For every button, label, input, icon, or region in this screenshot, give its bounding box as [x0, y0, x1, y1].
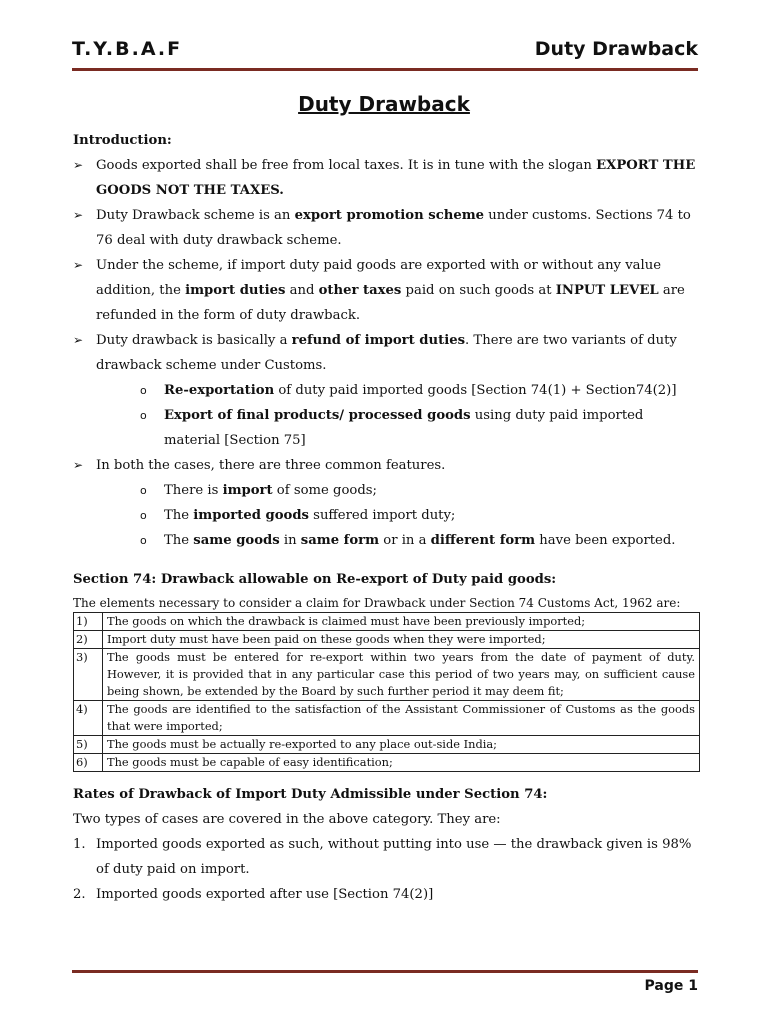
list-item: ➢ Duty drawback is basically a refund of import duties. There are two variants of duty drawback scheme under Customs. o Re-exportation of duty paid imported goods [Section 74(1) + Section74(2)] o Export of final products/ processed goods using duty paid imported material [Section 75] — [73, 328, 700, 453]
table-row: 6) The goods must be capable of easy identification; — [74, 754, 700, 772]
circle-bullet-icon: o — [140, 409, 147, 422]
table-row: 1) The goods on which the drawback is claimed must have been previously imported; — [74, 613, 700, 631]
sub-list-item: o Export of final products/ processed goods using duty paid imported material [Section 75] — [140, 403, 700, 453]
section74-heading: Section 74: Drawback allowable on Re-export of Duty paid goods: — [73, 572, 557, 587]
rates-heading: Rates of Drawback of Import Duty Admissible under Section 74: — [73, 787, 548, 802]
list-item: ➢ Under the scheme, if import duty paid goods are exported with or without any value addition, the import duties and other taxes paid on such goods at INPUT LEVEL are refunded in the form of duty drawback. — [73, 253, 700, 328]
list-item: 2. Imported goods exported after use [Section 74(2)] — [73, 887, 434, 902]
sub-list-item: o The same goods in same form or in a different form have been exported. — [140, 528, 700, 553]
rates-intro: Two types of cases are covered in the above category. They are: — [73, 812, 501, 827]
list-item: ➢ In both the cases, there are three common features. o There is import of some goods; o The imported goods suffered import duty; o The same goods in same form or in a different form have been exported. — [73, 453, 700, 553]
table-row: 2) Import duty must have been paid on these goods when they were imported; — [74, 631, 700, 649]
footer-rule — [72, 970, 698, 973]
list-item: 1. Imported goods exported as such, without putting into use — the drawback given is 98% of duty paid on import. — [73, 837, 692, 877]
page-title: Duty Drawback — [298, 92, 470, 116]
sub-list-item: o The imported goods suffered import duty; — [140, 503, 700, 528]
intro-heading: Introduction: — [73, 133, 172, 148]
circle-bullet-icon: o — [140, 509, 147, 522]
header-topic: Duty Drawback — [534, 38, 698, 60]
list-item: ➢ Goods exported shall be free from local taxes. It is in tune with the slogan EXPORT THE GOODS NOT THE TAXES. — [73, 153, 700, 203]
arrow-bullet-icon: ➢ — [73, 333, 84, 347]
list-item: ➢ Duty Drawback scheme is an export promotion scheme under customs. Sections 74 to 76 deal with duty drawback scheme. — [73, 203, 700, 253]
table-row: 3) The goods must be entered for re-export within two years from the date of payment of duty. However, it is provided that in any particular case this period of two years may, on sufficient cause being shown, be extended by the Board by such further period it may deem fit; — [74, 649, 700, 701]
document-body — [73, 128, 700, 907]
table-row: 5) The goods must be actually re-exported to any place out-side India; — [74, 736, 700, 754]
variants-list — [96, 378, 700, 453]
page-header — [72, 36, 698, 66]
page-number: Page 1 — [644, 978, 698, 994]
circle-bullet-icon: o — [140, 534, 147, 547]
circle-bullet-icon: o — [140, 384, 147, 397]
requirements-table — [73, 612, 700, 772]
arrow-bullet-icon: ➢ — [73, 458, 84, 472]
arrow-bullet-icon: ➢ — [73, 258, 84, 272]
table-row: 4) The goods are identified to the satisfaction of the Assistant Commissioner of Customs as the goods that were imported; — [74, 701, 700, 736]
rates-list — [73, 832, 700, 907]
sub-list-item: o There is import of some goods; — [140, 478, 700, 503]
header-rule — [72, 68, 698, 71]
section74-intro: The elements necessary to consider a claim for Drawback under Section 74 Customs Act, 1962 are: — [73, 596, 681, 610]
arrow-bullet-icon: ➢ — [73, 158, 84, 172]
header-course: T.Y.B.A.F — [72, 38, 183, 60]
features-list — [96, 478, 700, 553]
arrow-bullet-icon: ➢ — [73, 208, 84, 222]
sub-list-item: o Re-exportation of duty paid imported goods [Section 74(1) + Section74(2)] — [140, 378, 700, 403]
intro-list — [73, 153, 700, 553]
circle-bullet-icon: o — [140, 484, 147, 497]
